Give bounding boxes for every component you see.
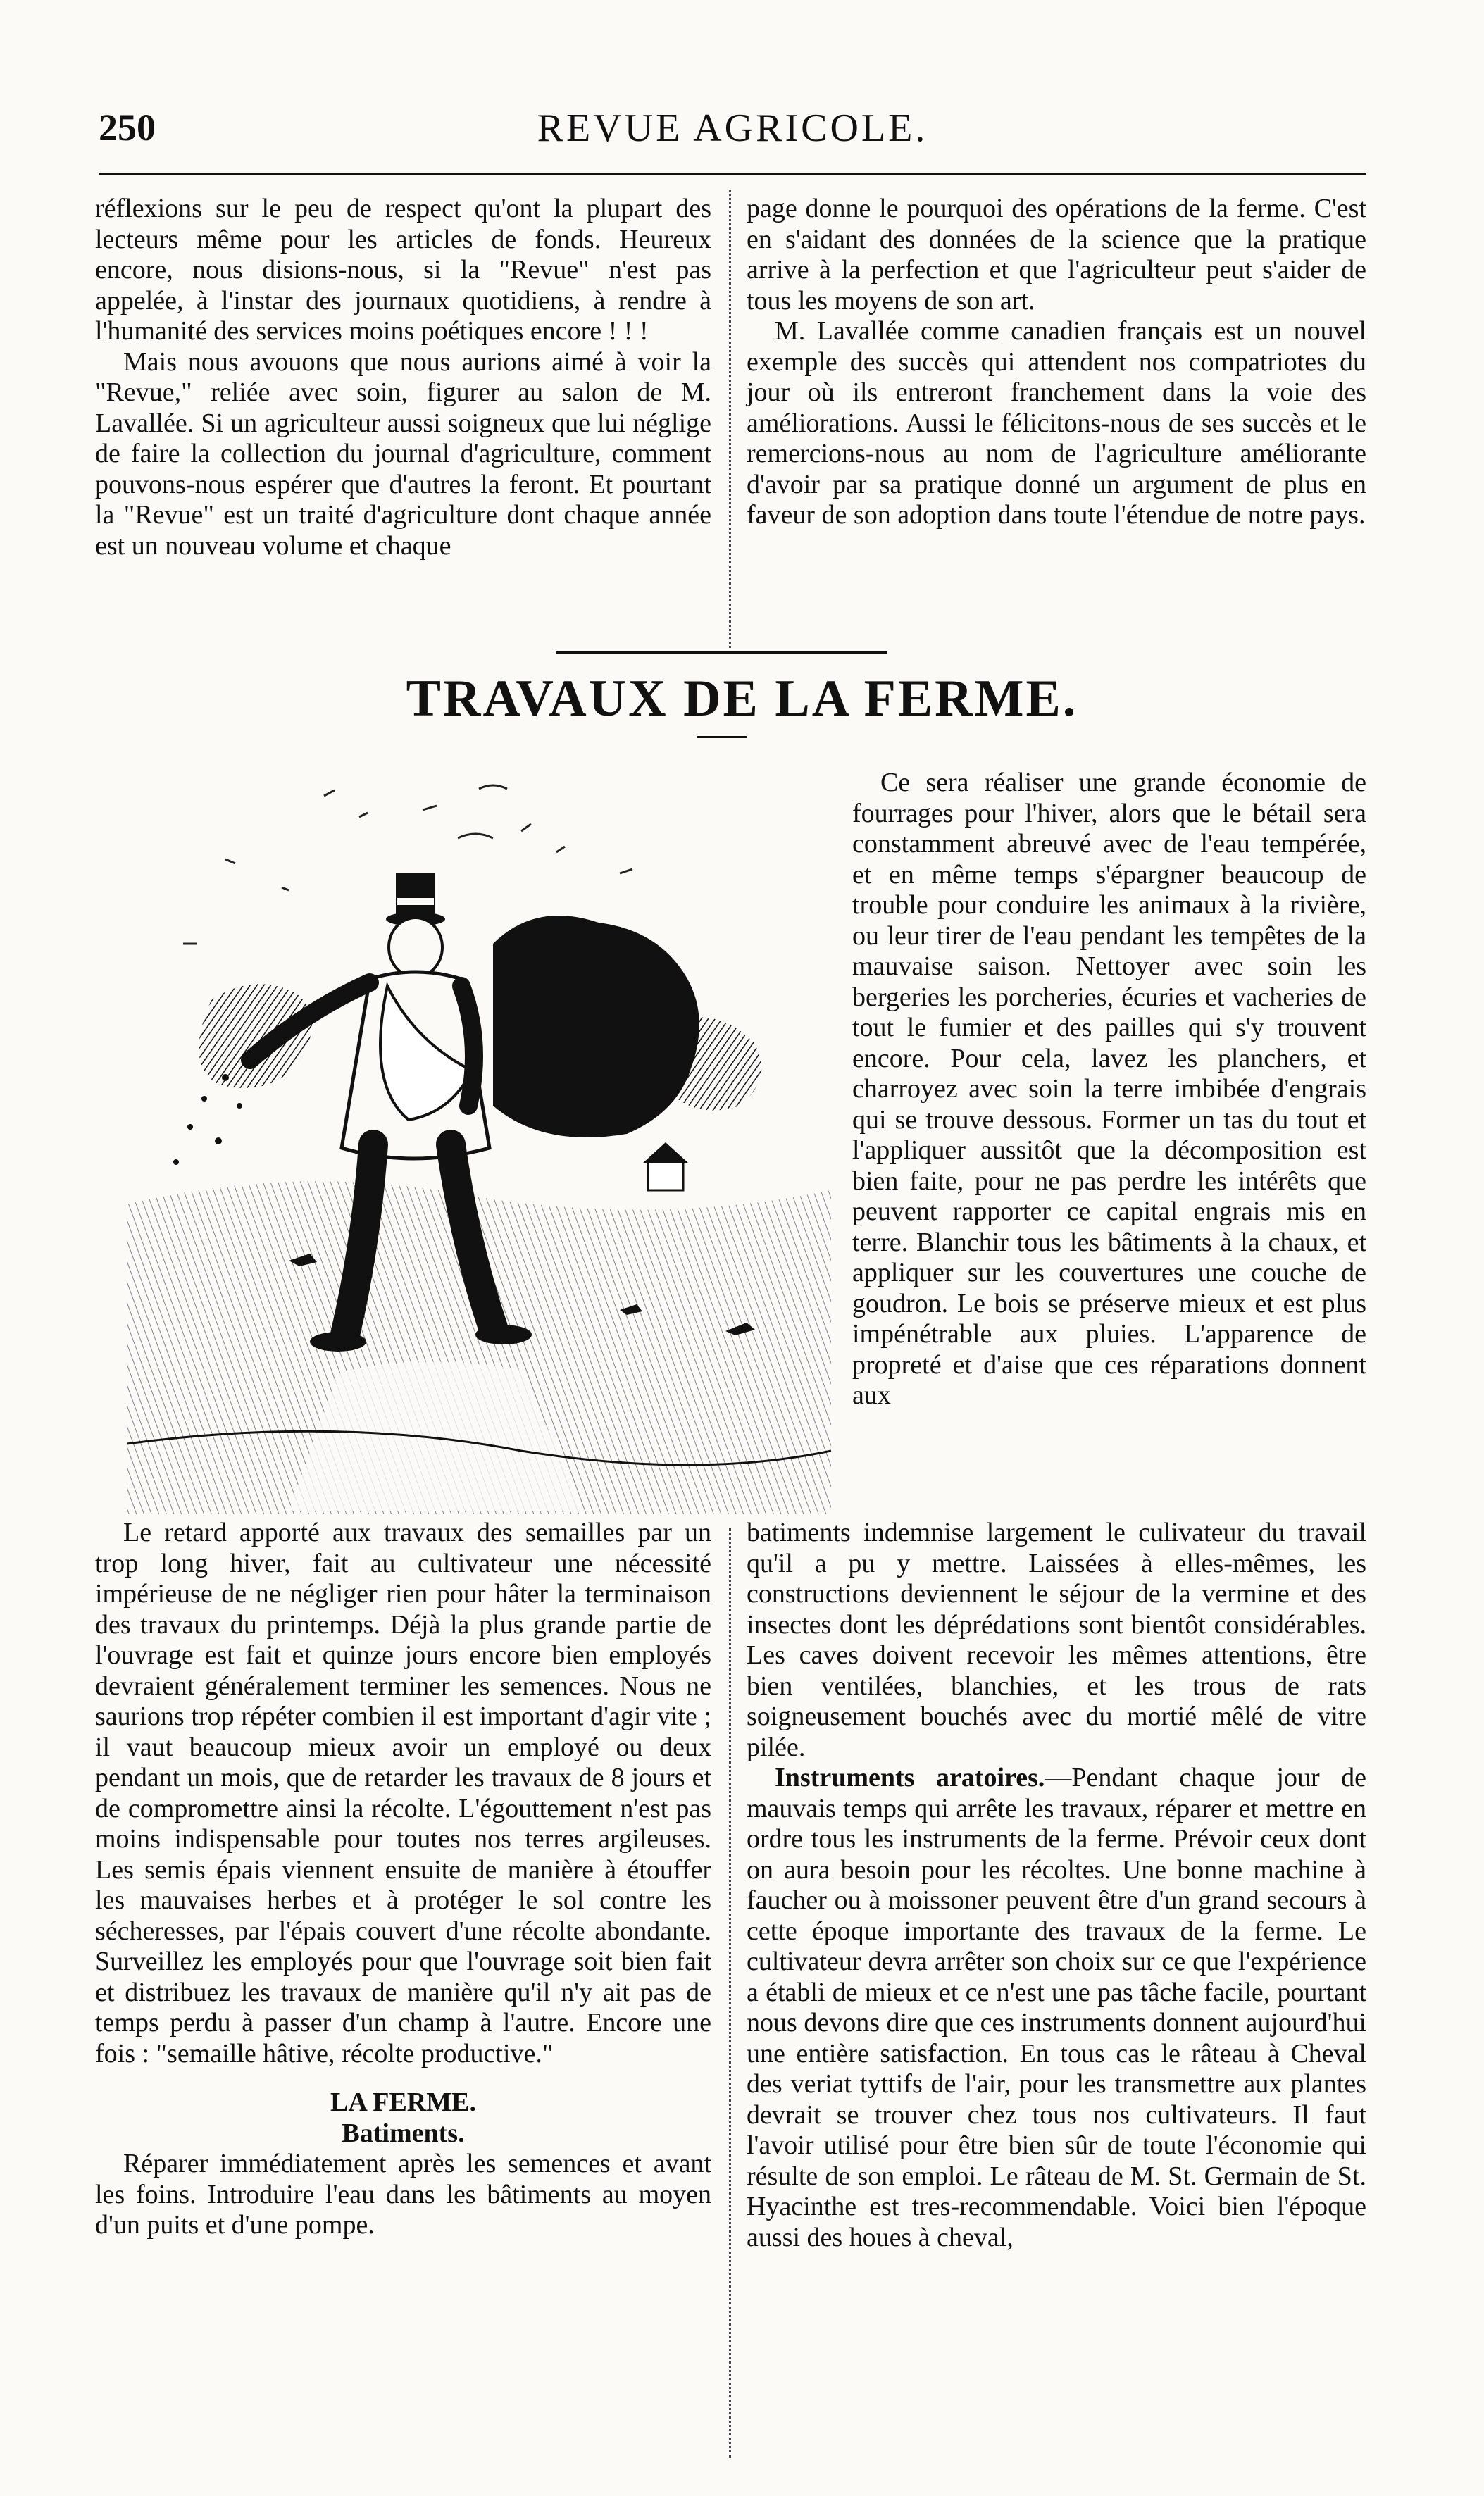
right-column-beside-image: [852, 768, 1366, 1411]
header-rule: [99, 173, 1366, 175]
page-number: 250: [99, 106, 156, 149]
paragraph: batiments indemnise largement le culivateur du travail qu'il a pu y mettre. Laissées à elles-mêmes, les constructions deviennent le séjour de la vermine et des insectes dont les déprédations sont bientôt considérables. Les caves doivent recevoir les mêmes attentions, être bien ventilées, blanchies, et les trous de rats soigneusement bouchés avec du mortié mêlé de vitre pilée.: [747, 1518, 1366, 1762]
instruments-label: Instruments aratoires.: [775, 1763, 1045, 1792]
bottom-left-column: [95, 1518, 711, 2241]
column-divider: [729, 190, 731, 648]
paragraph: Ce sera réaliser une grande économie de fourrages pour l'hiver, alors que le bétail sera constamment abreuvé avec de l'eau tempérée, et en même temps s'épargner beaucoup de trouble pour conduire les animaux à la rivière, ou leur tirer de l'eau pendant les tempêtes de la mauvaise saison. Nettoyer avec soin les bergeries les porcheries, écuries et vacheries de tout le fumier et des pailles qui s'y trouvent encore. Pour cela, lavez les planchers, et charroyez avec soin la terre imbibée d'engrais qui se trouve dessous. Former un tas du tout et l'appliquer aussitôt que la décomposition est bien faite, pour ne pas perdre les intérêts que peuvent rapporter ce capital engrais mis en terre. Blanchir tous les bâtiments à la chaux, et appliquer sur les couvertures une couche de goudron. Le bois se préserve mieux et est plus impénétrable aux pluies. L'apparence de propreté et d'aise que ces réparations donnent aux: [852, 768, 1366, 1410]
running-title: REVUE AGRICOLE.: [537, 106, 928, 150]
sower-illustration: [127, 768, 831, 1514]
paragraph: Le retard apporté aux travaux des semailles par un trop long hiver, fait au cultivateur une nécessité impérieuse de ne négliger rien pour hâter la terminaison des travaux du printemps. Déjà la plus grande partie de l'ouvrage est fait et quinze jours encore bien employés devraient généralement terminer les semences. Nous ne saurions trop répéter combien il est important d'agir vite ; il vaut beaucoup mieux avoir un employé ou deux pendant un mois, que de retarder les travaux de 8 jours et de compromettre ainsi la récolte. L'égouttement n'est pas moins indispensable pour toutes nos terres argileuses. Les semis épais viennent ensuite de manière à étouffer les mauvaises herbes et à protéger le sol contre les sécheresses, par l'épais couvert d'une récolte abondante. Surveillez les employés pour que l'ouvrage soit bien fait et distribuez les travaux de manière qu'il n'y ait pas de temps perdu à passer d'un champ à l'autre. Encore une fois : "semaille hâtive, récolte productive.": [95, 1518, 711, 2068]
paragraph: Mais nous avouons que nous aurions aimé à voir la "Revue," reliée avec soin, figurer au salon de M. Lavallée. Si un agriculteur aussi soigneux que lui néglige de faire la collection du journal d'agriculture, comment pouvons-nous espérer que d'autres la feront. Et pourtant la "Revue" est un traité d'agriculture dont chaque année est un nouveau volume et chaque: [95, 347, 711, 561]
paragraph: M. Lavallée comme canadien français est un nouvel exemple des succès qui attendent nos compatriotes du jour où ils entreront franchement dans la voie des améliorations. Aussi le félicitons-nous de ses succès et le remercions-nous au nom de l'agriculture améliorante d'avoir par sa pratique donné un argument de plus en faveur de son adoption dans toute l'étendue de notre pays.: [747, 316, 1366, 530]
bottom-right-column: [747, 1518, 1366, 2253]
top-right-column: [747, 194, 1366, 531]
paragraph: Réparer immédiatement après les semences et avant les foins. Introduire l'eau dans les bâtiments au moyen d'un puits et d'une pompe.: [95, 2149, 711, 2240]
paragraph-instruments: [747, 1763, 1366, 2253]
subhead-la-ferme: LA FERME.: [330, 2088, 476, 2117]
page-header: [99, 106, 1366, 169]
section-rule: [556, 651, 887, 654]
paragraph: réflexions sur le peu de respect qu'ont la plupart des lecteurs même pour les articles de fonds. Heureux encore, nous disions-nous, si la "Revue" n'est pas appelée, à l'instar des journaux quotidiens, à rendre à l'humanité des services moins poétiques encore ! ! !: [95, 194, 711, 346]
paragraph: page donne le pourquoi des opérations de la ferme. C'est en s'aidant des données de la science que la pratique arrive à la perfection et que l'agriculteur peut s'aider de tous les moyens de son art.: [747, 194, 1366, 316]
section-title: TRAVAUX DE LA FERME.: [406, 670, 1078, 728]
instruments-text: —Pendant chaque jour de mauvais temps qui arrête les travaux, réparer et mettre en ordre tous les instruments de la ferme. Prévoir ceux dont on aura besoin pour les récoltes. Une bonne machine à faucher ou à moissoner peuvent être d'un grand secours à cette époque importante des travaux de la ferme. Le cultivateur devra arrêter son choix sur ce que l'expérience a établi de mieux et ce n'est une pas tâche facile, pourtant nous devons dire que ces instruments donnent aujourd'hui une entière satisfaction. En tous cas le râteau à Cheval des veriat tyttifs de l'air, pour les transmettre aux plantes devrait se trouver chez tous nos cultivateurs. Il faut l'avoir utilisé pour être bien sûr de toute l'économie qui résulte de son emploi. Le râteau de M. St. Germain de St. Hyacinthe est tres-recommendable. Voici bien l'époque aussi des houes à cheval,: [747, 1763, 1367, 2252]
subhead-batiments: Batiments.: [342, 2118, 465, 2148]
title-underline: [697, 736, 747, 738]
column-divider: [729, 1528, 731, 2458]
top-left-column: [95, 194, 711, 561]
